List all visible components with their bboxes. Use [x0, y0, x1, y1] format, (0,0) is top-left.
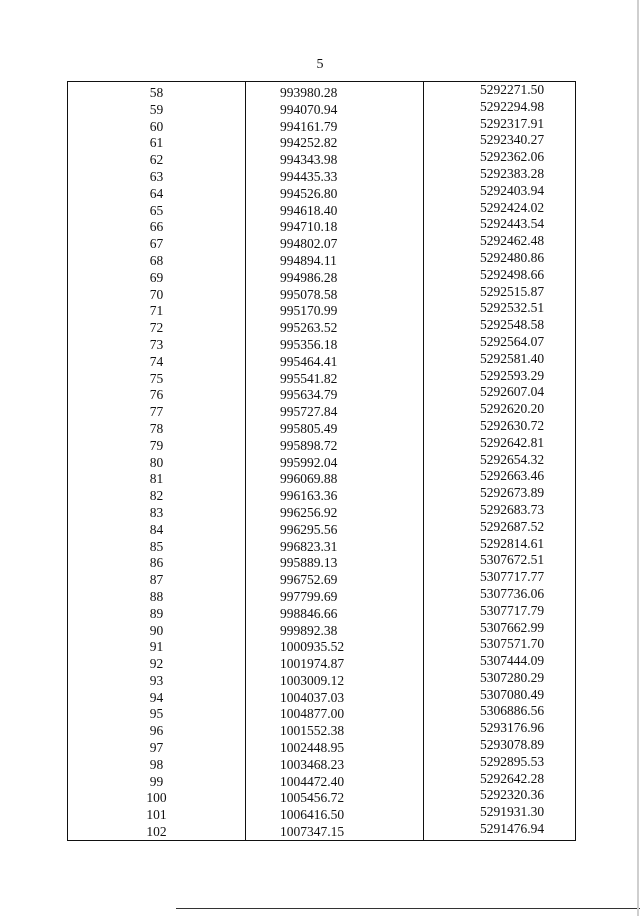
point-number-cell: 93 — [149, 672, 164, 688]
scan-edge-shadow — [637, 0, 639, 916]
y-coordinate-cell: 5292581.40 — [480, 350, 545, 366]
y-coordinate-cell: 5292895.53 — [480, 753, 545, 769]
y-coordinate-cell: 5292294.98 — [480, 98, 545, 114]
point-number-cell: 73 — [149, 336, 164, 352]
point-number-cell: 72 — [149, 320, 164, 336]
point-number-cell: 99 — [149, 773, 164, 789]
x-coordinate-cell: 1003009.12 — [280, 672, 345, 688]
x-coordinate-cell: 1003468.23 — [280, 756, 345, 772]
x-coordinate-cell: 994710.18 — [280, 219, 338, 235]
x-coordinate-cell: 995464.41 — [280, 353, 338, 369]
y-coordinate-cell: 5307717.77 — [480, 569, 545, 585]
y-coordinate-cell: 5292462.48 — [480, 233, 545, 249]
point-number-cell: 79 — [149, 437, 164, 453]
y-coordinate-cell: 5292620.20 — [480, 401, 545, 417]
coordinates-table — [67, 81, 576, 841]
point-number-cell: 75 — [149, 370, 164, 386]
y-coordinate-cell: 5292443.54 — [480, 216, 545, 232]
scan-edge-line — [176, 908, 640, 909]
y-coordinate-cell: 5292480.86 — [480, 249, 545, 265]
x-coordinate-cell: 994894.11 — [280, 252, 337, 268]
point-number-cell: 66 — [149, 219, 164, 235]
point-number-cell: 58 — [149, 85, 164, 100]
point-number-cell: 80 — [149, 454, 164, 470]
x-coordinate-cell: 1004037.03 — [280, 689, 345, 705]
y-coordinate-cell: 5292673.89 — [480, 485, 545, 501]
y-coordinate-cell: 5292320.36 — [480, 787, 545, 803]
point-number-cell: 65 — [149, 202, 164, 218]
x-coordinate-cell: 995170.99 — [280, 303, 338, 319]
x-coordinate-cell: 1000935.52 — [280, 639, 345, 655]
x-coordinate-cell: 1005456.72 — [280, 790, 345, 806]
page-number: 5 — [316, 57, 324, 72]
y-coordinate-cell: 5292642.81 — [480, 434, 545, 450]
y-coordinate-cell: 5292654.32 — [480, 451, 545, 467]
x-coordinate-cell: 994435.33 — [280, 168, 338, 184]
y-coordinate-cell: 5307444.09 — [480, 653, 545, 669]
point-number-cell: 64 — [149, 185, 164, 201]
point-number-cell: 82 — [149, 488, 164, 504]
point-number-cell: 85 — [149, 538, 164, 554]
y-coordinate-cell: 5292642.28 — [480, 770, 545, 786]
x-coordinate-cell: 997799.69 — [280, 588, 338, 604]
y-coordinate-cell: 5292532.51 — [480, 300, 545, 316]
y-coordinate-cell: 5292317.91 — [480, 115, 545, 131]
point-number-cell: 81 — [149, 471, 164, 487]
point-number-cell: 77 — [149, 404, 164, 420]
point-number-cell: 90 — [149, 622, 164, 638]
table-row — [68, 821, 575, 841]
x-coordinate-cell: 995356.18 — [280, 336, 338, 352]
x-coordinate-cell: 995541.82 — [280, 370, 338, 386]
point-number-cell: 86 — [149, 555, 164, 571]
y-coordinate-cell: 5291476.94 — [480, 821, 545, 837]
x-coordinate-cell: 994526.80 — [280, 185, 338, 201]
point-number-cell: 101 — [146, 807, 167, 823]
x-coordinate-cell: 996256.92 — [280, 504, 338, 520]
x-coordinate-cell: 996752.69 — [280, 572, 338, 588]
point-number-cell: 69 — [149, 269, 164, 285]
point-number-cell: 100 — [146, 790, 167, 806]
x-coordinate-cell: 994986.28 — [280, 269, 338, 285]
x-coordinate-cell: 996069.88 — [280, 471, 338, 487]
point-number-cell: 87 — [149, 572, 164, 588]
x-coordinate-cell: 999892.38 — [280, 622, 338, 638]
y-coordinate-cell: 5292683.73 — [480, 501, 545, 517]
y-coordinate-cell: 5292424.02 — [480, 199, 545, 215]
x-coordinate-cell: 1004472.40 — [280, 773, 345, 789]
x-coordinate-cell: 996163.36 — [280, 488, 338, 504]
point-number-cell: 59 — [149, 101, 164, 117]
y-coordinate-cell: 5292498.66 — [480, 266, 545, 282]
x-coordinate-cell: 995263.52 — [280, 320, 338, 336]
y-coordinate-cell: 5307662.99 — [480, 619, 545, 635]
x-coordinate-cell: 994618.40 — [280, 202, 338, 218]
y-coordinate-cell: 5292630.72 — [480, 417, 545, 433]
x-coordinate-cell: 998846.66 — [280, 605, 338, 621]
y-coordinate-cell: 5307280.29 — [480, 669, 545, 685]
x-coordinate-cell: 994252.82 — [280, 135, 338, 151]
point-number-cell: 71 — [149, 303, 164, 319]
x-coordinate-cell: 995078.58 — [280, 286, 338, 302]
point-number-cell: 76 — [149, 387, 164, 403]
table-body — [68, 82, 575, 841]
x-coordinate-cell: 995634.79 — [280, 387, 338, 403]
y-coordinate-cell: 5293176.96 — [480, 720, 545, 736]
point-number-cell: 67 — [149, 236, 164, 252]
point-number-cell: 97 — [149, 740, 164, 756]
y-coordinate-cell: 5292687.52 — [480, 518, 545, 534]
point-number-cell: 70 — [149, 286, 164, 302]
x-coordinate-cell: 995992.04 — [280, 454, 338, 470]
point-number-cell: 84 — [149, 521, 164, 537]
x-coordinate-cell: 996823.31 — [280, 538, 338, 554]
point-number-cell: 98 — [149, 756, 164, 772]
point-number-cell: 95 — [149, 706, 164, 722]
y-coordinate-cell: 5292271.50 — [480, 82, 545, 97]
point-number-cell: 89 — [149, 605, 164, 621]
x-coordinate-cell: 1002448.95 — [280, 740, 345, 756]
y-coordinate-cell: 5292564.07 — [480, 333, 545, 349]
y-coordinate-cell: 5292663.46 — [480, 468, 545, 484]
y-coordinate-cell: 5292607.04 — [480, 384, 545, 400]
y-coordinate-cell: 5293078.89 — [480, 737, 545, 753]
x-coordinate-cell: 995898.72 — [280, 437, 338, 453]
point-number-cell: 63 — [149, 168, 164, 184]
point-number-cell: 74 — [149, 353, 164, 369]
point-number-cell: 91 — [149, 639, 164, 655]
x-coordinate-cell: 995889.13 — [280, 555, 338, 571]
x-coordinate-cell: 995805.49 — [280, 420, 338, 436]
y-coordinate-cell: 5292814.61 — [480, 535, 545, 551]
y-coordinate-cell: 5307672.51 — [480, 552, 545, 568]
x-coordinate-cell: 994161.79 — [280, 118, 338, 134]
y-coordinate-cell: 5291931.30 — [480, 804, 545, 820]
point-number-cell: 83 — [149, 504, 164, 520]
y-coordinate-cell: 5307736.06 — [480, 585, 545, 601]
y-coordinate-cell: 5292362.06 — [480, 149, 545, 165]
x-coordinate-cell: 1004877.00 — [280, 706, 345, 722]
y-coordinate-cell: 5292548.58 — [480, 317, 545, 333]
x-coordinate-cell: 994070.94 — [280, 101, 338, 117]
x-coordinate-cell: 993980.28 — [280, 85, 338, 100]
x-coordinate-cell: 1007347.15 — [280, 824, 345, 840]
point-number-cell: 88 — [149, 588, 164, 604]
point-number-cell: 96 — [149, 723, 164, 739]
y-coordinate-cell: 5292515.87 — [480, 283, 545, 299]
point-number-cell: 102 — [146, 824, 167, 840]
y-coordinate-cell: 5307717.79 — [480, 602, 545, 618]
y-coordinate-cell: 5307571.70 — [480, 636, 545, 652]
x-coordinate-cell: 994343.98 — [280, 152, 338, 168]
x-coordinate-cell: 995727.84 — [280, 404, 338, 420]
point-number-cell: 92 — [149, 656, 164, 672]
y-coordinate-cell: 5292340.27 — [480, 132, 545, 148]
x-coordinate-cell: 1001552.38 — [280, 723, 345, 739]
x-coordinate-cell: 1006416.50 — [280, 807, 345, 823]
x-coordinate-cell: 994802.07 — [280, 236, 338, 252]
point-number-cell: 68 — [149, 252, 164, 268]
point-number-cell: 61 — [149, 135, 164, 151]
y-coordinate-cell: 5292593.29 — [480, 367, 545, 383]
y-coordinate-cell: 5307080.49 — [480, 686, 545, 702]
y-coordinate-cell: 5306886.56 — [480, 703, 545, 719]
point-number-cell: 94 — [149, 689, 164, 705]
point-number-cell: 78 — [149, 420, 164, 436]
y-coordinate-cell: 5292383.28 — [480, 165, 545, 181]
x-coordinate-cell: 996295.56 — [280, 521, 338, 537]
y-coordinate-cell: 5292403.94 — [480, 182, 545, 198]
point-number-cell: 62 — [149, 152, 164, 168]
point-number-cell: 60 — [149, 118, 164, 134]
x-coordinate-cell: 1001974.87 — [280, 656, 345, 672]
